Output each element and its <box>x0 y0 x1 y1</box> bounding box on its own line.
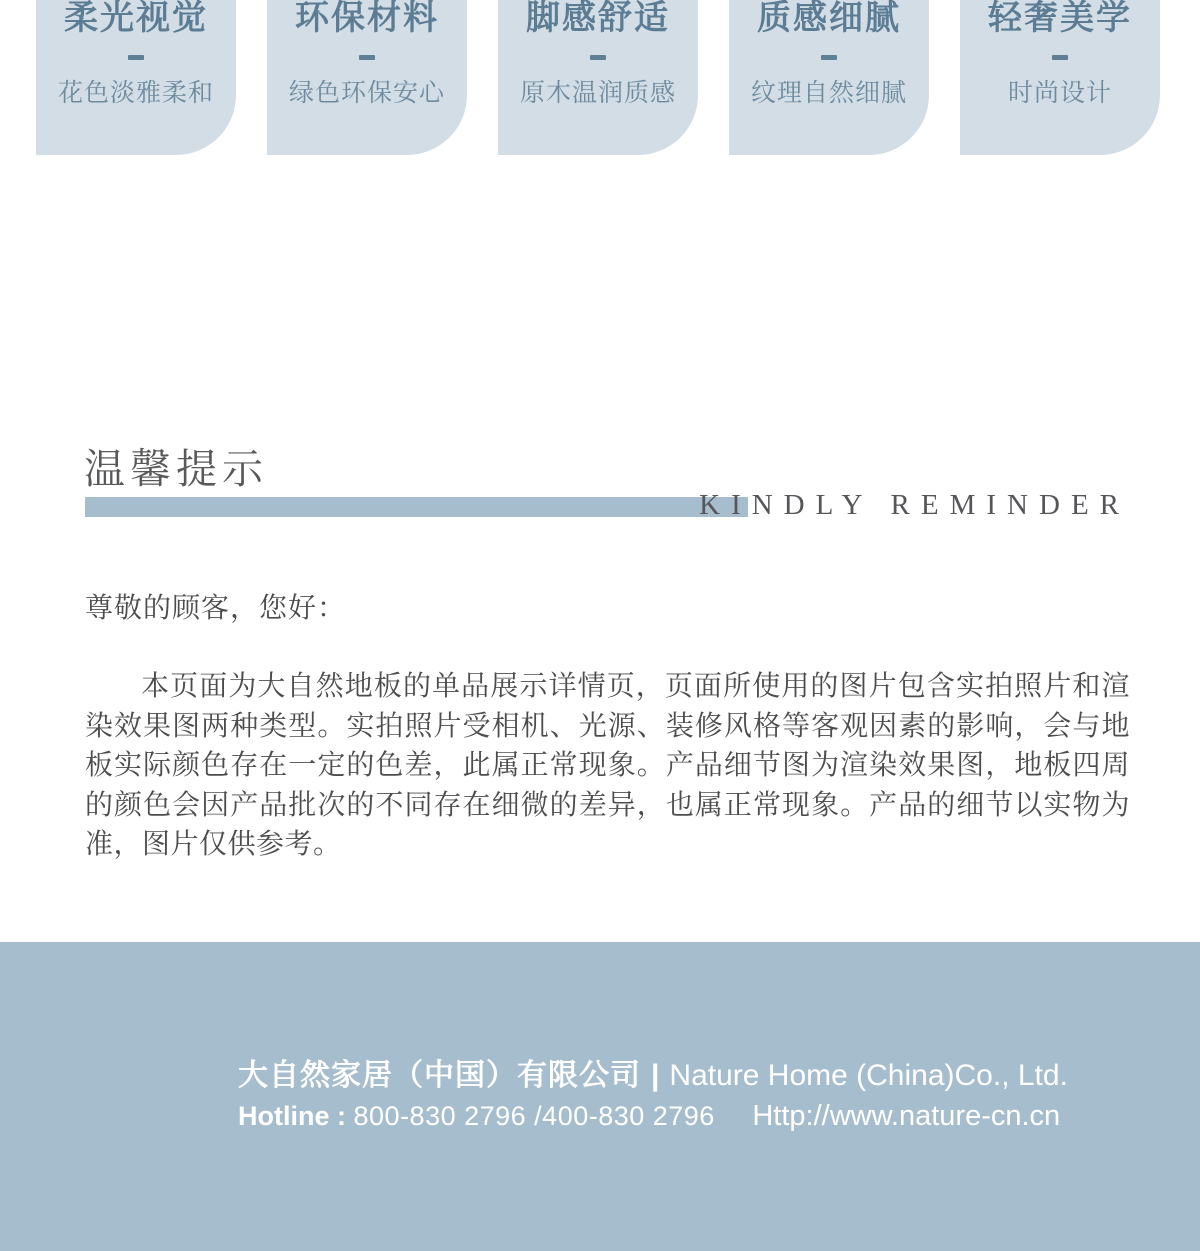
section-title-cn: 温馨提示 <box>84 446 268 492</box>
footer-contact-line <box>238 1100 1068 1132</box>
company-name-cn: 大自然家居（中国）有限公司 <box>238 1059 641 1092</box>
feature-card-foot-comfort <box>498 0 698 155</box>
feature-card-light-luxury <box>960 0 1160 155</box>
footer <box>0 942 1200 1251</box>
feature-subtitle: 时尚设计 <box>1007 79 1112 108</box>
feature-title: 脚感舒适 <box>526 0 670 37</box>
dash-divider <box>590 55 606 60</box>
feature-title: 柔光视觉 <box>64 0 208 37</box>
feature-title: 质感细腻 <box>757 0 901 37</box>
customer-greeting: 尊敬的顾客，您好： <box>85 592 347 623</box>
dash-divider <box>128 55 144 60</box>
feature-card-soft-light <box>36 0 236 155</box>
company-name-en: Nature Home (China)Co., Ltd. <box>669 1059 1068 1092</box>
feature-title: 环保材料 <box>295 0 439 37</box>
separator-bar: | <box>651 1059 660 1092</box>
notice-paragraph: 本页面为大自然地板的单品展示详情页，页面所使用的图片包含实拍照片和渲染效果图两种类型。实拍照片受相机、光源、装修风格等客观因素的影响，会与地板实际颜色存在一定的色差，此属正常现象。产品细节图为渲染效果图，地板四周的颜色会因产品批次的不同存在细微的差异，也属正常现象。产品的细节以实物为准，图片仅供参考。 <box>85 670 1130 859</box>
footer-company-line <box>238 1058 1068 1094</box>
website-url: Http://www.nature-cn.cn <box>752 1100 1061 1132</box>
feature-cards-row <box>0 0 1200 155</box>
section-title-en: KINDLY REMINDER <box>699 489 1130 521</box>
feature-subtitle: 纹理自然细腻 <box>750 79 907 108</box>
feature-card-fine-texture <box>729 0 929 155</box>
feature-card-eco-material <box>267 0 467 155</box>
hotline-numbers: 800-830 2796 /400-830 2796 <box>353 1101 715 1131</box>
dash-divider <box>359 55 375 60</box>
dash-divider <box>821 55 837 60</box>
footer-text-block <box>238 1058 1068 1132</box>
feature-subtitle: 绿色环保安心 <box>288 79 445 108</box>
feature-subtitle: 花色淡雅柔和 <box>57 79 214 108</box>
hotline-label: Hotline : <box>238 1101 346 1131</box>
feature-title: 轻奢美学 <box>988 0 1132 37</box>
dash-divider <box>1052 55 1068 60</box>
feature-subtitle: 原木温润质感 <box>519 79 676 108</box>
accent-bar <box>85 497 748 517</box>
